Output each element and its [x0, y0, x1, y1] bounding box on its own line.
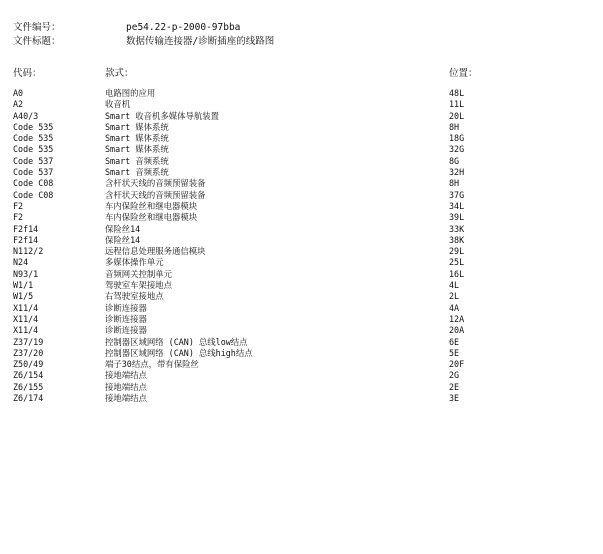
row-style: 保险丝14: [105, 234, 141, 245]
row-style: 接地端结点: [105, 393, 147, 404]
table-row: [0, 178, 603, 189]
table-row: [0, 314, 603, 325]
row-style: 接地端结点: [105, 370, 147, 381]
table-row: [0, 393, 603, 404]
doc-number-label: 文件编号：: [13, 22, 61, 33]
row-style: 端子30结点，带有保险丝: [105, 359, 199, 370]
row-code: Z6/154: [13, 370, 44, 381]
row-code: F2: [13, 200, 24, 211]
row-code: Code 537: [13, 167, 54, 178]
table-row: [0, 144, 603, 155]
table-row: [0, 269, 603, 280]
row-position: 6E: [449, 336, 460, 347]
row-code: Z50/49: [13, 359, 44, 370]
row-code: Z6/155: [13, 381, 44, 392]
row-style: 保险丝14: [105, 223, 141, 234]
row-style: 音频网关控制单元: [105, 268, 172, 279]
row-position: 8H: [449, 178, 460, 189]
row-code: Z37/20: [13, 347, 44, 358]
row-position: 32H: [449, 167, 465, 178]
table-row: [0, 122, 603, 133]
row-code: F2: [13, 212, 24, 223]
row-position: 3E: [449, 393, 460, 404]
row-code: A2: [13, 99, 24, 110]
row-position: 2E: [449, 381, 460, 392]
row-style: Smart 收音机多媒体导航装置: [105, 110, 220, 121]
row-position: 29L: [449, 246, 465, 257]
column-header-style: 款式：: [105, 68, 134, 79]
row-position: 20F: [449, 359, 465, 370]
row-code: W1/5: [13, 291, 34, 302]
doc-title-label: 文件标题：: [13, 36, 61, 47]
row-style: 多媒体操作单元: [105, 257, 164, 268]
row-style: 诊断连接器: [105, 302, 147, 313]
row-position: 2L: [449, 291, 460, 302]
row-code: N93/1: [13, 268, 39, 279]
table-row: [0, 359, 603, 370]
row-style: 含杆状天线的音频预留装备: [105, 189, 206, 200]
table-row: [0, 235, 603, 246]
table-row: [0, 337, 603, 348]
table-row: [0, 382, 603, 393]
row-code: A40/3: [13, 110, 39, 121]
row-code: X11/4: [13, 302, 39, 313]
row-position: 12A: [449, 313, 465, 324]
table-row: [0, 246, 603, 257]
table-row: [0, 133, 603, 144]
row-code: X11/4: [13, 313, 39, 324]
table-row: [0, 156, 603, 167]
component-table: [0, 88, 603, 404]
row-position: 20A: [449, 325, 465, 336]
table-row: [0, 303, 603, 314]
doc-number-value: pe54.22-p-2000-97bba: [126, 22, 241, 33]
table-row: [0, 280, 603, 291]
row-position: 37G: [449, 189, 465, 200]
row-code: Z6/174: [13, 393, 44, 404]
row-position: 4A: [449, 302, 460, 313]
table-row: [0, 111, 603, 122]
row-position: 39L: [449, 212, 465, 223]
row-style: 接地端结点: [105, 381, 147, 392]
row-style: 驾驶室车架接地点: [105, 280, 172, 291]
row-code: Code 537: [13, 155, 54, 166]
row-style: Smart 媒体系统: [105, 133, 169, 144]
row-code: Code 535: [13, 144, 54, 155]
table-row: [0, 257, 603, 268]
row-style: 控制器区域网络 (CAN) 总线low结点: [105, 336, 248, 347]
table-row: [0, 99, 603, 110]
doc-number-row: [13, 22, 240, 34]
row-code: Code 535: [13, 121, 54, 132]
row-style: 诊断连接器: [105, 325, 147, 336]
row-style: 右驾驶室接地点: [105, 291, 164, 302]
row-position: 16L: [449, 268, 465, 279]
row-style: 含杆状天线的音频预留装备: [105, 178, 206, 189]
row-style: 诊断连接器: [105, 313, 147, 324]
row-code: N24: [13, 257, 29, 268]
row-position: 11L: [449, 99, 465, 110]
column-header-code: 代码：: [13, 68, 42, 79]
row-position: 38K: [449, 234, 465, 245]
row-position: 32G: [449, 144, 465, 155]
table-row: [0, 88, 603, 99]
table-row: [0, 167, 603, 178]
row-position: 5E: [449, 347, 460, 358]
table-row: [0, 348, 603, 359]
row-code: F2f14: [13, 223, 39, 234]
table-row: [0, 370, 603, 381]
row-style: 远程信息处理服务通信模块: [105, 246, 206, 257]
row-style: Smart 媒体系统: [105, 144, 169, 155]
row-position: 4L: [449, 280, 460, 291]
row-position: 33K: [449, 223, 465, 234]
row-position: 8H: [449, 121, 460, 132]
row-code: N112/2: [13, 246, 44, 257]
doc-title-value: 数据传输连接器/诊断插座的线路图: [126, 36, 275, 47]
row-code: F2f14: [13, 234, 39, 245]
row-position: 34L: [449, 200, 465, 211]
row-style: 收音机: [105, 99, 131, 110]
row-style: 车内保险丝和继电器模块: [105, 212, 198, 223]
row-position: 25L: [449, 257, 465, 268]
table-row: [0, 212, 603, 223]
row-code: Code 535: [13, 133, 54, 144]
row-code: Z37/19: [13, 336, 44, 347]
table-row: [0, 291, 603, 302]
row-position: 48L: [449, 88, 465, 98]
row-position: 20L: [449, 110, 465, 121]
table-row: [0, 190, 603, 201]
column-header-position: 位置：: [449, 68, 478, 79]
row-style: 控制器区域网络 (CAN) 总线high结点: [105, 347, 253, 358]
table-row: [0, 224, 603, 235]
row-code: Code C08: [13, 178, 54, 189]
row-code: X11/4: [13, 325, 39, 336]
row-position: 18G: [449, 133, 465, 144]
row-style: Smart 音频系统: [105, 167, 169, 178]
row-style: Smart 媒体系统: [105, 121, 169, 132]
row-style: 电路图的应用: [105, 88, 156, 98]
row-code: W1/1: [13, 280, 34, 291]
row-position: 8G: [449, 155, 460, 166]
row-style: Smart 音频系统: [105, 155, 169, 166]
doc-title-row: [13, 36, 274, 48]
table-row: [0, 325, 603, 336]
row-code: A0: [13, 88, 24, 98]
table-row: [0, 201, 603, 212]
row-style: 车内保险丝和继电器模块: [105, 200, 198, 211]
row-position: 2G: [449, 370, 460, 381]
row-code: Code C08: [13, 189, 54, 200]
